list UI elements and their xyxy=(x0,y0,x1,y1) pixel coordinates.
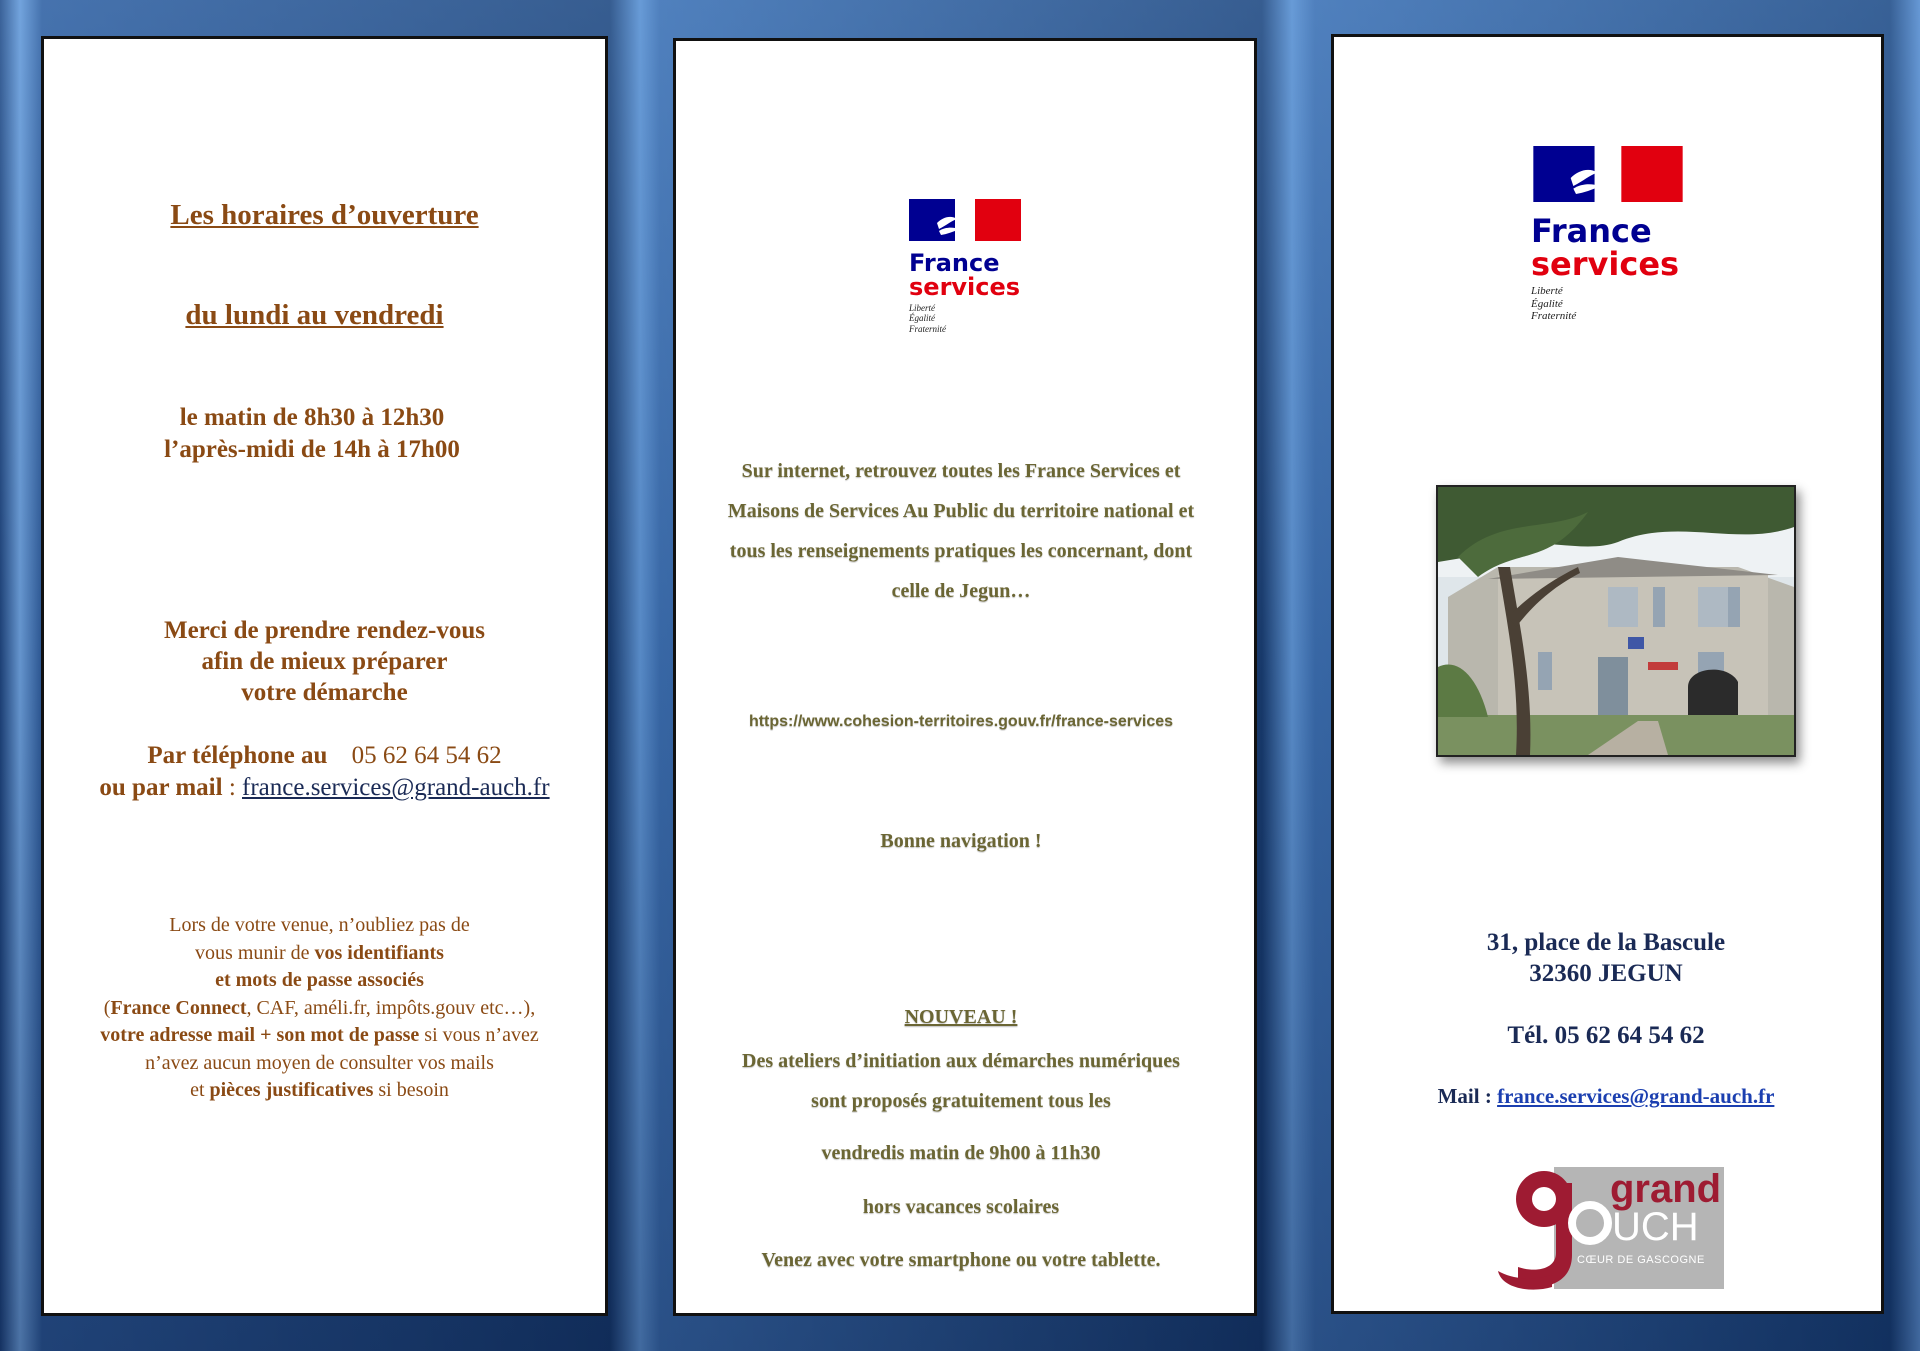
workshops-block xyxy=(673,1041,1254,1288)
note-line: Lors de votre venue, n’oubliez pas de xyxy=(169,914,470,936)
mail-line xyxy=(44,772,605,804)
nouveau-heading: NOUVEAU ! xyxy=(904,1006,1018,1028)
note-line: vous munir de vos identifiants xyxy=(195,941,444,964)
right-panel xyxy=(1331,34,1884,1314)
intro-line: tous les renseignements pratiques les concernant, dont xyxy=(729,540,1193,562)
address-block xyxy=(1331,927,1881,989)
hours-afternoon: l’après-midi de 14h à 17h00 xyxy=(164,436,460,463)
note-line: (France Connect, CAF, améli.fr, impôts.gouv etc…), xyxy=(103,996,536,1019)
france-services-logo xyxy=(909,199,1029,334)
workshops-line: sont proposés gratuitement tous les xyxy=(811,1090,1111,1112)
intro-line: Maisons de Services Au Public du territoire national et xyxy=(727,500,1195,522)
grand-auch-logo xyxy=(1492,1163,1728,1293)
left-panel xyxy=(41,36,608,1316)
ga-tagline: CŒUR DE GASCOGNE xyxy=(1577,1254,1705,1266)
appointment-line: votre démarche xyxy=(241,679,408,706)
logo-motto: Liberté Égalité Fraternité xyxy=(909,303,946,334)
note-line: votre adresse mail + son mot de passe si vous n’avez xyxy=(100,1024,539,1046)
appointment-line: Merci de prendre rendez-vous xyxy=(163,617,486,644)
address-city: 32360 JEGUN xyxy=(1529,960,1683,987)
mail-link[interactable]: france.services@grand-auch.fr xyxy=(242,774,550,801)
intro-text xyxy=(673,451,1254,611)
intro-line: celle de Jegun… xyxy=(891,580,1031,602)
marianne-flag-icon xyxy=(909,199,1021,241)
ga-word-grand: grand xyxy=(1610,1167,1722,1211)
logo-word-services: services xyxy=(1531,245,1680,283)
note-line: n’avez aucun moyen de consulter vos mails xyxy=(145,1051,494,1074)
workshops-line: Venez avec votre smartphone ou votre tablette. xyxy=(761,1249,1161,1271)
logo-word-services: services xyxy=(909,273,1021,301)
marianne-flag-icon xyxy=(1531,146,1685,202)
days-heading: du lundi au vendredi xyxy=(185,299,444,331)
reminder-note xyxy=(41,912,605,1105)
ga-word-auch: UCH xyxy=(1612,1205,1699,1249)
building-photo xyxy=(1436,485,1796,757)
phone-label: Par téléphone au xyxy=(147,742,328,769)
note-line: et pièces justificatives si besoin xyxy=(190,1079,449,1101)
hours-morning: le matin de 8h30 à 12h30 xyxy=(179,404,445,431)
website-url[interactable]: https://www.cohesion-territoires.gouv.fr/france-services xyxy=(748,713,1174,730)
building-photo-image xyxy=(1438,487,1794,755)
logo-word-france: France xyxy=(909,249,1000,277)
mail-label: Mail : xyxy=(1437,1084,1498,1108)
france-services-logo xyxy=(1531,146,1691,346)
phone-line xyxy=(44,740,605,772)
mail-label: ou par mail xyxy=(99,774,223,801)
mail-line xyxy=(1331,1084,1881,1109)
intro-line: Sur internet, retrouvez toutes les France Services et xyxy=(741,460,1181,482)
opening-hours-title: Les horaires d’ouverture xyxy=(170,199,479,231)
appointment-line: afin de mieux préparer xyxy=(201,648,448,675)
workshops-line: Des ateliers d’initiation aux démarches numériques xyxy=(742,1050,1180,1072)
bonne-navigation: Bonne navigation ! xyxy=(880,830,1042,852)
appointment-block xyxy=(44,615,605,708)
workshops-line: hors vacances scolaires xyxy=(862,1195,1060,1218)
logo-word-france: France xyxy=(1531,212,1652,250)
logo-motto: Liberté Égalité Fraternité xyxy=(1531,285,1577,323)
hours-block xyxy=(41,402,605,466)
phone-number: Tél. 05 62 64 54 62 xyxy=(1507,1022,1705,1049)
contact-block xyxy=(44,740,605,804)
mail-link[interactable]: france.services@grand-auch.fr xyxy=(1497,1084,1775,1108)
middle-panel xyxy=(673,38,1257,1316)
workshops-schedule: vendredis matin de 9h00 à 11h30 xyxy=(821,1142,1101,1164)
note-line: et mots de passe associés xyxy=(215,969,424,991)
mail-separator: : xyxy=(222,774,243,801)
address-street: 31, place de la Bascule xyxy=(1486,929,1726,956)
phone-number: 05 62 64 54 62 xyxy=(351,742,502,769)
